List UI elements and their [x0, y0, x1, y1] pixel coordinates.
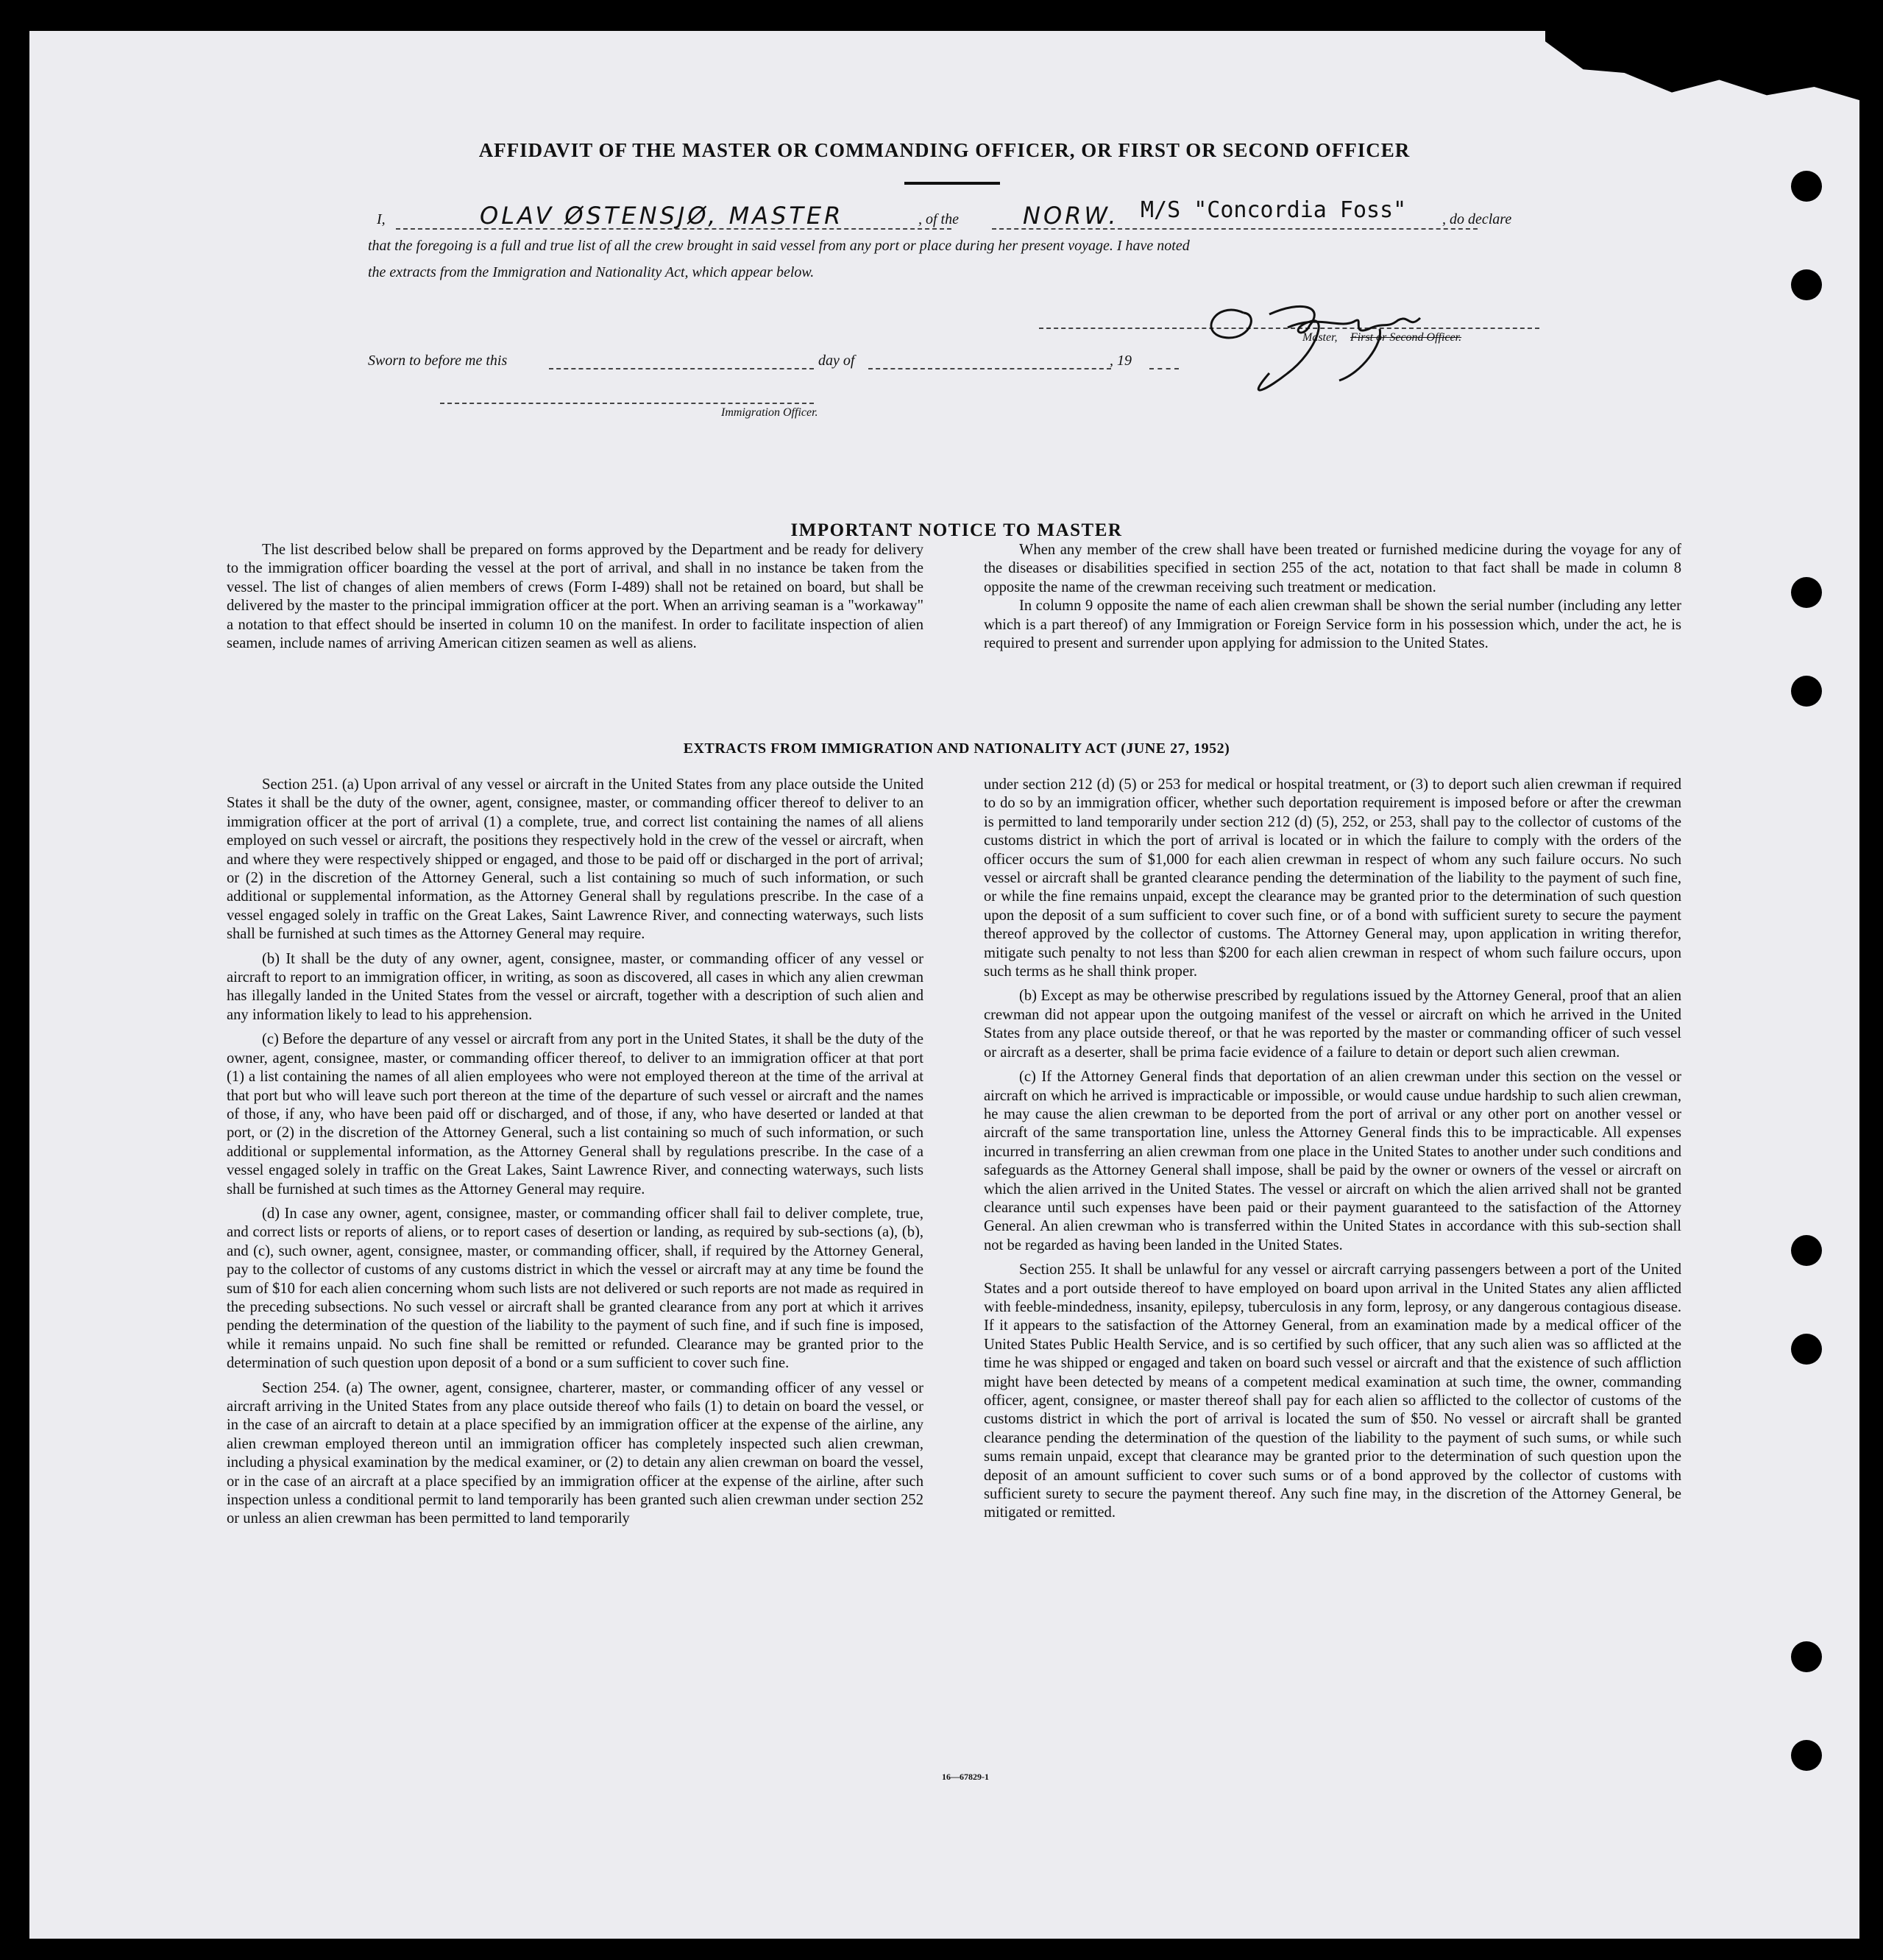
section-paragraph: (c) If the Attorney General finds that deportation of an alien crewman under this section on the vessel or aircraft on which he arrived is impracticable or impossible, or would cause undue hardship to such alien crewman, he may cause the alien crewman to be deported from the port of arrival or any other port on another vessel or aircraft of the same transportation line, unless the Attorney General finds this to be impracticable. All expenses incurred in transferring an alien crewman from one place in the United States to another under such conditions and safeguards as the Attorney General shall impose, shall be paid by the owner or owners of the vessel or aircraft on which the alien arrived in the United States. The vessel or aircraft on which the alien arrived shall not be granted clearance until such expenses have been paid or their payment guaranteed to the satisfaction of the Attorney General. An alien crewman who is transferred within the United States in accordance with this sub-section shall not be regarded as having been landed in the United States.: [984, 1069, 1681, 1253]
notice-left-column: [227, 541, 923, 659]
role-master: Master,: [1302, 331, 1338, 344]
affidavit-title: AFFIDAVIT OF THE MASTER OR COMMANDING OFFICER, OR FIRST OR SECOND OFFICER: [478, 139, 1411, 161]
document-page: [29, 31, 1859, 1939]
punch-hole: [1791, 1235, 1822, 1266]
declaration-line-2: that the foregoing is a full and true list of all the crew brought in said vessel from any port or place during her present voyage. I have noted: [368, 238, 1190, 254]
of-the-label: , of the: [918, 211, 959, 227]
month-line: [868, 368, 1111, 369]
punch-hole: [1791, 1740, 1822, 1771]
section-paragraph: Section 251. (a) Upon arrival of any vessel or aircraft in the United States from any place outside the United States it shall be the duty of the owner, agent, consignee, master, or commanding officer thereof to deliver to an immigration officer at the port of arrival (1) a complete, true, and correct list containing the names of all aliens employed on such vessel or aircraft, the positions they respectively hold in the crew of the vessel or aircraft, when and where they were respectively shipped or engaged, and those to be paid off or discharged in the port of arrival; or (2) in the discretion of the Attorney General, such a list containing so much of such information, or such additional or supplemental information, as the Attorney General shall by regulations prescribe. In the case of a vessel engaged solely in traffic on the Great Lakes, Saint Lawrence River, and connecting waterways, such lists shall be furnished at such times as the Attorney General may require.: [227, 776, 923, 943]
master-name: OLAV ØSTENSJØ, MASTER: [480, 202, 844, 230]
notice-right-column: [984, 541, 1681, 659]
extracts-left-column: [227, 776, 923, 1535]
signature-image: [1199, 285, 1508, 410]
declaration-line-3: the extracts from the Immigration and Nationality Act, which appear below.: [368, 264, 815, 280]
notice-paragraph: In column 9 opposite the name of each alien crewman shall be shown the serial number (including any letter which is a part thereof) of any Immigration or Foreign Service form in his possession which, under the act, he is required to present and surrender upon applying for admission to the United States.: [984, 598, 1681, 652]
section-paragraph: (b) Except as may be otherwise prescribed by regulations issued by the Attorney General, proof that an alien crewman did not appear upon the outgoing manifest of the vessel or aircraft on which he arrived in the United States from any place outside thereof, or that he was reported by the master or commanding officer of such vessel or aircraft as a deserter, shall be prima facie evidence of a failure to detain or deport such alien crewman.: [984, 988, 1681, 1061]
role-struck: First or Second Officer.: [1350, 331, 1462, 344]
punch-hole: [1791, 1334, 1822, 1365]
sworn-date-line: [549, 368, 814, 369]
notice-paragraph: When any member of the crew shall have been treated or furnished medicine during the voyage for any of the diseases or disabilities specified in section 255 of the act, notation to that fact shall be made in column 8 opposite the name of the crewman receiving such treatment or medication.: [984, 542, 1681, 595]
torn-corner: [1545, 31, 1862, 101]
punch-hole: [1791, 269, 1822, 300]
sworn-label: Sworn to before me this: [368, 353, 508, 369]
section-paragraph: (d) In case any owner, agent, consignee, master, or commanding officer shall fail to deliver complete, true, and correct lists or reports of aliens, or to report cases of desertion or landing, as required by sub-sections (a), (b), and (c), such owner, agent, consignee, master, or commanding officer, shall, if required by the Attorney General, pay to the collector of customs of any customs district in which the vessel or aircraft may at any time be found the sum of $10 for each alien concerning whom such lists are not delivered or such reports are not made as required in the preceding subsections. No such vessel or aircraft shall be granted clearance from any port at which it arrives pending the determination of the question of the liability to the payment of such fine, and if such fine is imposed, while it remains unpaid. No such fine shall be remitted or refunded. Clearance may be granted prior to the determination of such question upon deposit of a bond or a sum sufficient to cover such fine.: [227, 1205, 923, 1372]
year-label: , 19: [1110, 353, 1132, 369]
nationality: NORW.: [1023, 202, 1119, 230]
punch-hole: [1791, 577, 1822, 608]
section-paragraph: Section 255. It shall be unlawful for any vessel or aircraft carrying passengers between a port of the United States and a port outside thereof to have employed on board upon arrival in the United States any alien afflicted with feeble-mindedness, insanity, epilepsy, tuberculosis in any form, leprosy, or any dangerous contagious disease. If it appears to the satisfaction of the Attorney General, from an examination made by a medical officer of the United States Public Health Service, and is so certified by such officer, that any such alien was so afflicted at the time he was shipped or engaged and taken on board such vessel or aircraft and that the existence of such affliction might have been detected by means of a competent medical examination at such time, the owner, commanding officer, agent, consignee, or master thereof shall pay for each alien so afflicted to the collector of customs of the customs district in which the port of arrival is located the sum of $50. No vessel or aircraft shall be granted clearance pending the determination of the question of the liability to the payment of such sums, or while such sums remain unpaid, except that clearance may be granted prior to the determination of such question upon the deposit of an amount sufficient to cover such sums or of a bond approved by the collector of customs with sufficient surety to secure the payment thereof. Any such fine may, in the discretion of the Attorney General, be mitigated or remitted.: [984, 1262, 1681, 1521]
notice-paragraph: The list described below shall be prepared on forms approved by the Department and be ready for delivery to the immigration officer boarding the vessel at the port of arrival, and shall in no instance be taken from the vessel. The list of changes of alien members of crews (Form I-489) shall not be retained on board, but shall be delivered by the master to the principal immigration officer at the port. When an arriving seaman is a "workaway" a notation to that effect should be inserted in column 10 on the manifest. In order to facilitate inspection of alien seamen, include names of arriving American citizen seamen as well as aliens.: [227, 542, 923, 652]
notice-title: IMPORTANT NOTICE TO MASTER: [790, 520, 1123, 540]
punch-hole: [1791, 676, 1822, 707]
punch-hole: [1791, 1641, 1822, 1672]
section-paragraph: under section 212 (d) (5) or 253 for medical or hospital treatment, or (3) to deport such alien crewman if required to do so by an immigration officer, whether such deportation requirement is imposed before or after the crewman is permitted to land temporarily under section 212 (d) (5), 252, or 253, shall pay to the collector of customs of the customs district in which the port of arrival is located or in which the failure to comply with the orders of the officer occurs the sum of $1,000 for each alien crewman in respect of whom any such failure occurs. No such vessel or aircraft shall be granted clearance pending the determination of the liability to the payment of such fine, or while the fine remains unpaid, except the clearance may be granted prior to the determination of such question upon the deposit of a sum sufficient to cover such fine, or of a bond with sufficient surety to secure the payment thereof approved by the collector of customs. The Attorney General may, upon application in writing therefor, mitigate such penalty to not less than $200 for each alien crewman in respect of whom such failure occurs, upon such terms as he shall think proper.: [984, 776, 1681, 980]
section-paragraph: (c) Before the departure of any vessel or aircraft from any port in the United States, it shall be the duty of the owner, agent, consignee, master, or commanding officer thereof, to deliver to an immigration officer at that port (1) a list containing the names of all alien employees who were not employed thereon at the time of the arrival at that port but who will leave such port thereon at the time of the departure of such vessel or aircraft and the names of those, if any, who have been paid off or discharged, and of those, if any, who have deserted or landed at that port, or (2) in the discretion of the Attorney General, such a list containing so much of such information, or such additional or supplemental information, as the Attorney General shall by regulations prescribe. In the case of a vessel engaged solely in traffic on the Great Lakes, Saint Lawrence River, and connecting waterways, such lists shall be furnished at such times as the Attorney General may require.: [227, 1031, 923, 1197]
i-label: I,: [377, 211, 386, 227]
title-rule: [904, 182, 1000, 185]
immigration-officer-label: Immigration Officer.: [721, 406, 818, 419]
form-number: 16—67829-1: [942, 1772, 989, 1782]
vessel-name: M/S "Concordia Foss": [1141, 197, 1407, 223]
section-paragraph: Section 254. (a) The owner, agent, consignee, charterer, master, or commanding officer of any vessel or aircraft arriving in the United States from any place outside thereof who fails (1) to detain on board the vessel, or in the case of an aircraft to detain at a place specified by an immigration officer at the expense of the airline, any alien crewman employed thereon until an immigration officer has completely inspected such alien crewman, including a physical examination by the medical examiner, or (2) to detain any alien crewman on board the vessel, or in the case of an aircraft at a place specified by an immigration officer at the expense of the airline, after such inspection unless a conditional permit to land temporarily has been granted such alien crewman under section 252 or unless an alien crewman has been permitted to land temporarily: [227, 1379, 923, 1527]
extracts-right-column: [984, 776, 1681, 1529]
do-declare-label: , do declare: [1442, 211, 1512, 227]
day-of-label: day of: [818, 353, 855, 369]
officer-line: [440, 403, 814, 404]
section-paragraph: (b) It shall be the duty of any owner, agent, consignee, master, or commanding officer of any vessel or aircraft to report to an immigration officer, in writing, as soon as discovered, all cases in which any alien crewman has illegally landed in the United States from the vessel or aircraft, together with a description of such alien and any information likely to lead to his apprehension.: [227, 950, 923, 1023]
year-line: [1149, 368, 1179, 369]
punch-hole: [1791, 171, 1822, 202]
extracts-title: EXTRACTS FROM IMMIGRATION AND NATIONALITY ACT (JUNE 27, 1952): [683, 740, 1230, 757]
